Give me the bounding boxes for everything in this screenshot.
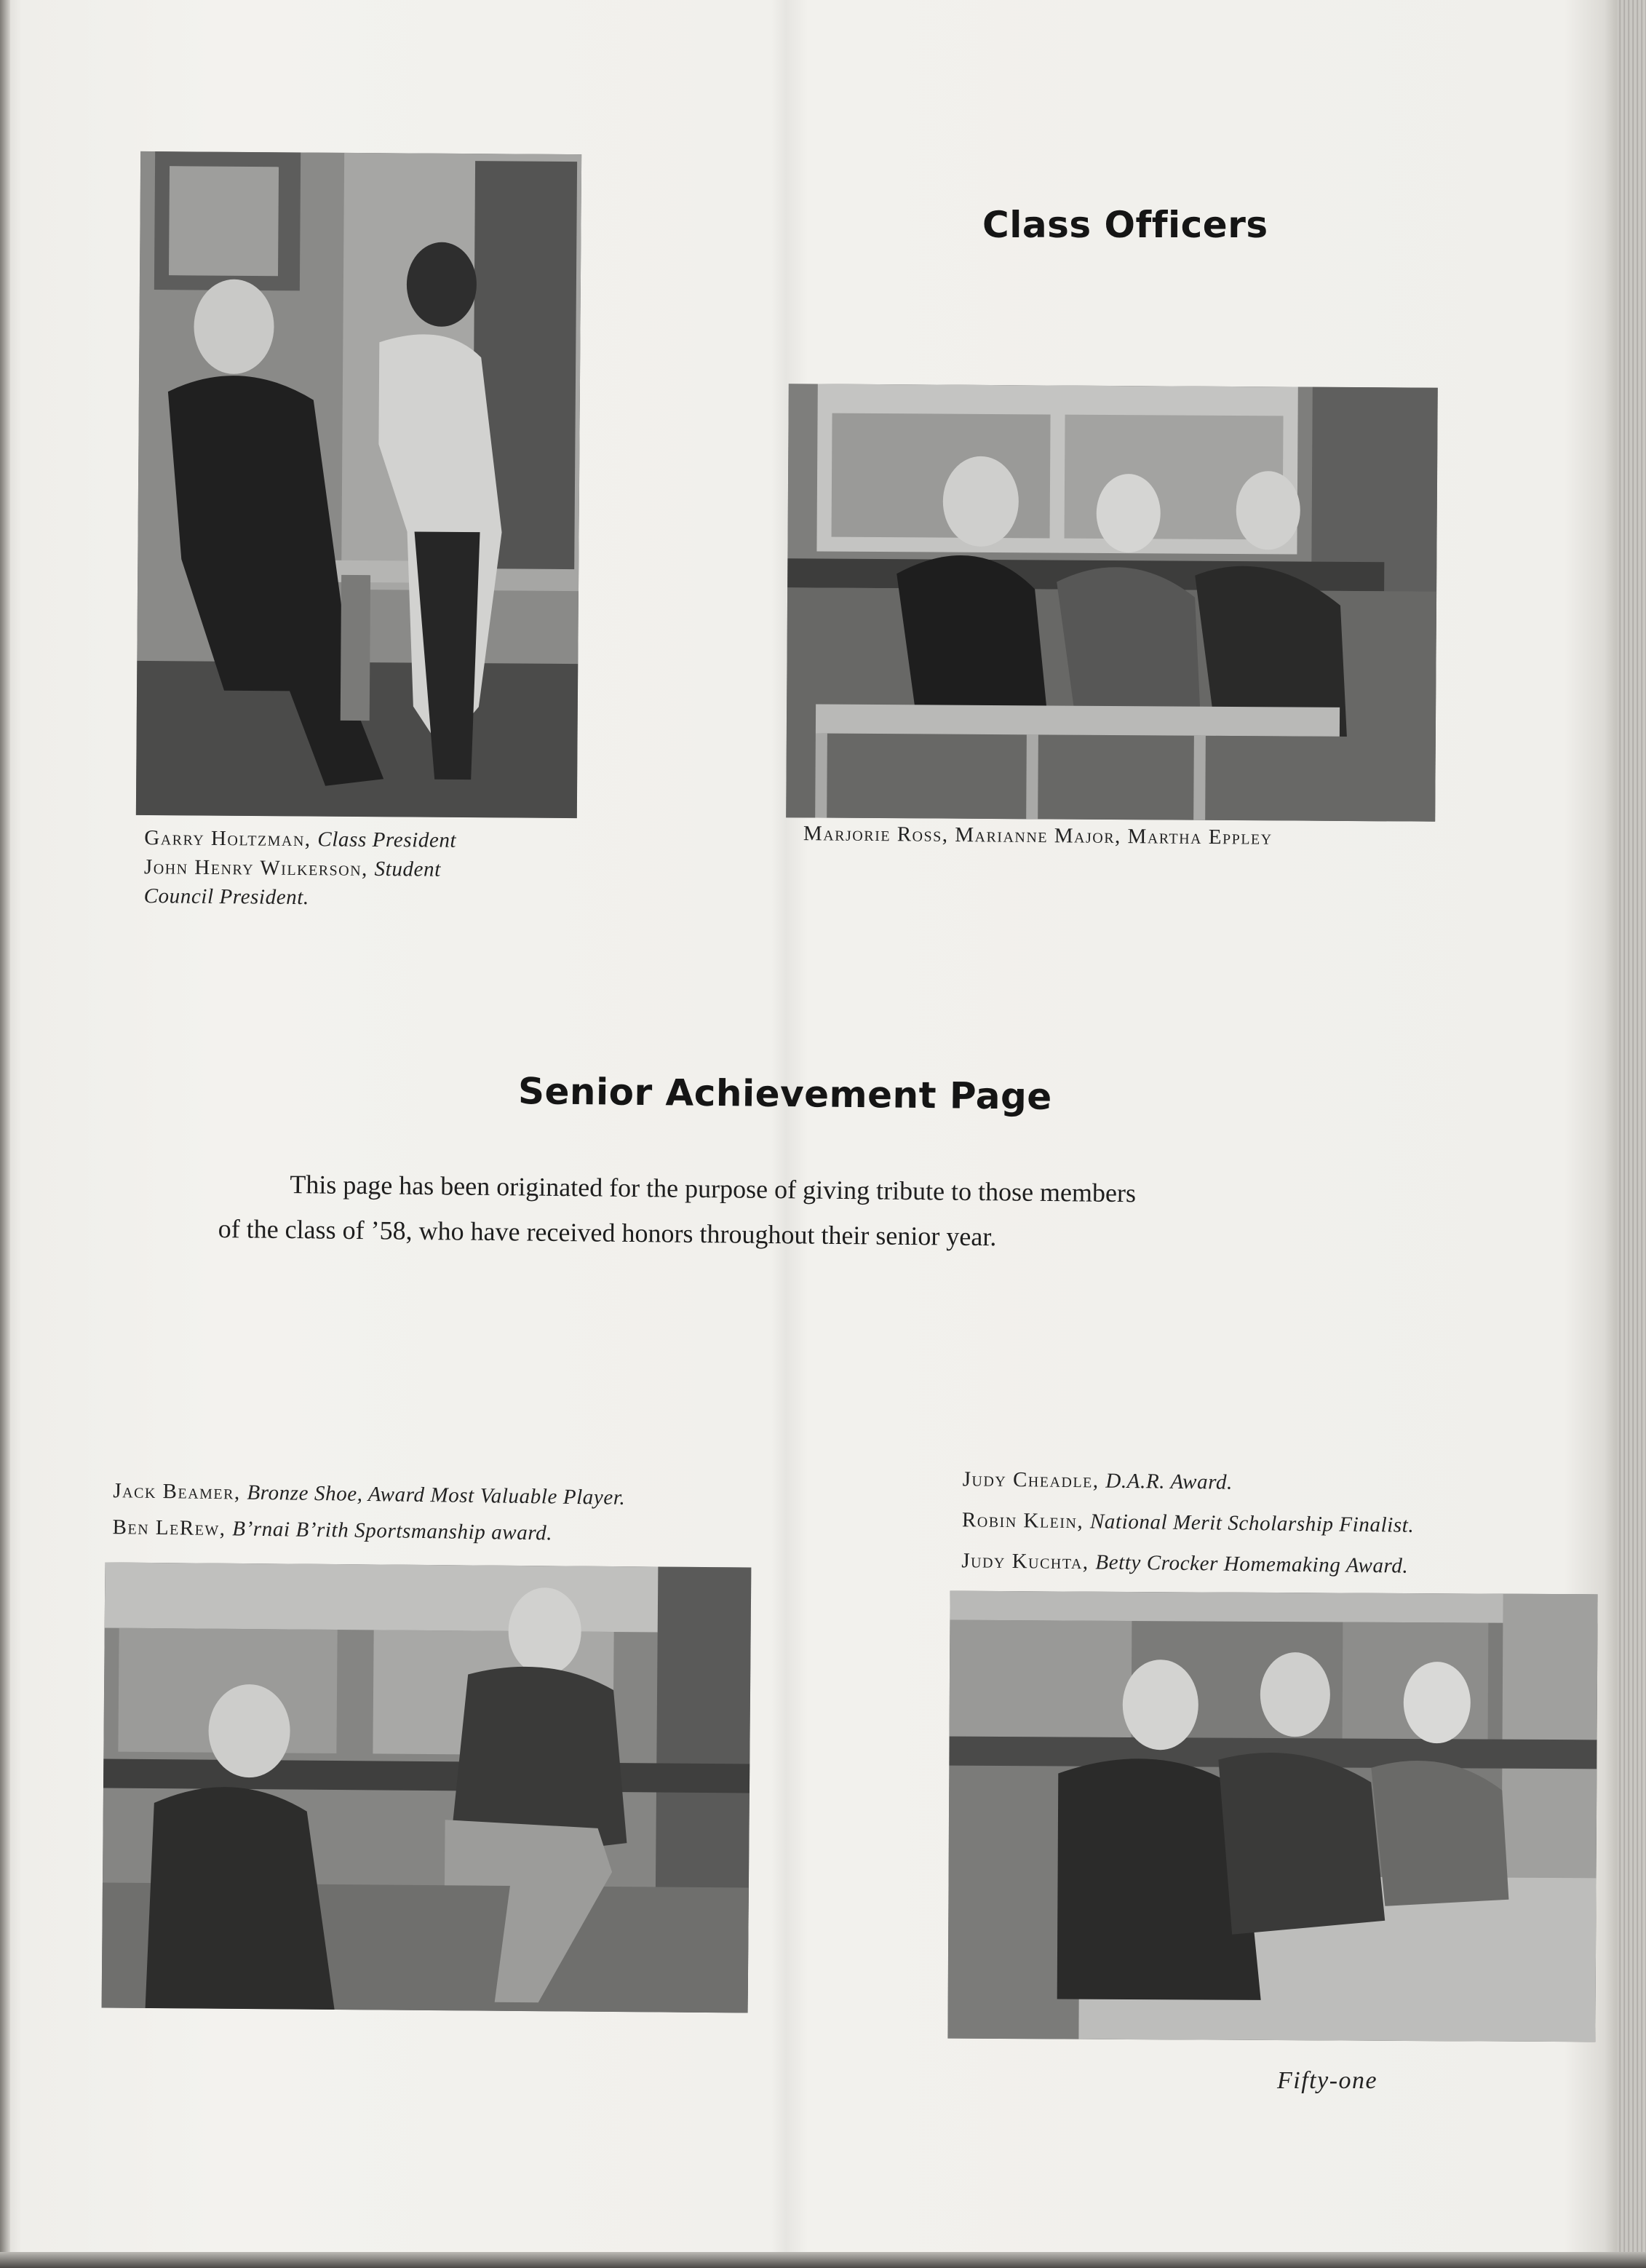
class-officers-heading: Class Officers [982,204,1268,246]
caption-line [144,823,456,855]
officers-caption [803,819,1273,852]
caption-line [962,1499,1415,1546]
person-role: National Merit Scholarship Finalist. [1089,1510,1415,1537]
person-role: Council President. [143,884,309,910]
page-stack-edge [1617,0,1646,2268]
intro-line: This page has been originated for the purpose of giving tribute to those members [290,1170,1137,1208]
caption-line [112,1509,625,1553]
person-name: Jack Beamer, [113,1479,241,1504]
person-name: Judy Cheadle, [962,1467,1100,1493]
person-name: Robin Klein, [961,1508,1084,1534]
page-number: Fifty-one [1277,2067,1378,2094]
person-role: B’rnai B’rith Sportsmanship award. [232,1517,553,1545]
caption-line [962,1459,1415,1505]
person-role: D.A.R. Award. [1105,1469,1233,1494]
person-name: Judy Kuchta, [961,1549,1089,1574]
awards-photo [947,1591,1597,2042]
senior-achievement-heading: Senior Achievement Page [517,1070,1053,1118]
spine-shadow [0,0,10,2268]
person-role: Student [374,857,441,881]
class-officers-photo [786,384,1438,821]
athletics-caption [112,1472,625,1553]
officer-names: Marjorie Ross, Marianne Major, Martha Eppley [803,822,1273,849]
caption-line [143,881,456,913]
presidents-caption [143,823,456,913]
person-role: Betty Crocker Homemaking Award. [1095,1550,1409,1578]
caption-line [144,852,456,884]
person-name: Ben LeRew, [112,1515,226,1541]
page-bottom-edge [0,2252,1646,2268]
person-role: Class President [317,828,457,852]
presidents-photo [136,151,581,818]
intro-paragraph [218,1161,1324,1263]
intro-line: of the class of ’58, who have received honors throughout their senior year. [218,1214,997,1252]
person-name: Garry Holtzman, [144,826,311,852]
athletics-photo [102,1563,752,2013]
caption-line [961,1540,1414,1587]
awards-caption [961,1459,1415,1587]
person-name: John Henry Wilkerson, [143,855,369,881]
person-role: Bronze Shoe, Award Most Valuable Player. [247,1480,626,1510]
